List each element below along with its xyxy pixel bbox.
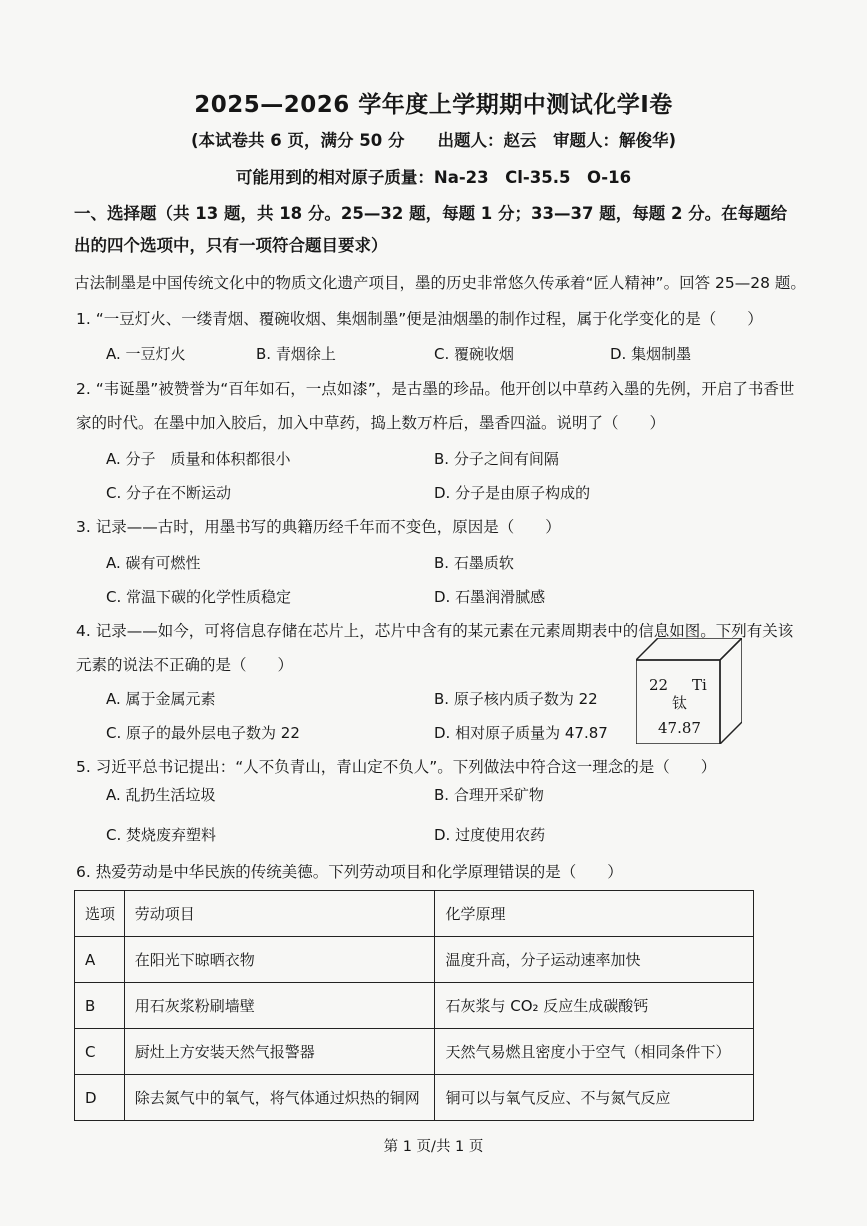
- row-chem-principle: 铜可以与氧气反应、不与氮气反应: [435, 1075, 754, 1121]
- row-labor-item: 除去氮气中的氧气，将气体通过炽热的铜网: [124, 1075, 435, 1121]
- q5-option-a: A. 乱扔生活垃圾: [106, 786, 216, 804]
- row-chem-principle: 温度升高，分子运动速率加快: [435, 937, 754, 983]
- q1-option-b: B. 青烟徐上: [256, 345, 336, 363]
- row-labor-item: 在阳光下晾晒衣物: [124, 937, 435, 983]
- question-4-stem-cont: 元素的说法不正确的是（ ）: [76, 656, 294, 674]
- q4-option-b: B. 原子核内质子数为 22: [434, 690, 598, 708]
- row-option: C: [75, 1029, 125, 1075]
- q1-option-d: D. 集烟制墨: [610, 345, 692, 363]
- q2-option-d: D. 分子是由原子构成的: [434, 484, 591, 502]
- question-5-stem: 5. 习近平总书记提出：“人不负青山，青山定不负人”。下列做法中符合这一理念的是（ ）: [76, 758, 717, 776]
- element-name: 钛: [672, 694, 688, 712]
- q4-option-a: A. 属于金属元素: [106, 690, 216, 708]
- row-chem-principle: 天然气易燃且密度小于空气（相同条件下）: [435, 1029, 754, 1075]
- question-4-stem: 4. 记录——如今，可将信息存储在芯片上，芯片中含有的某元素在元素周期表中的信息如图。下列有关该: [76, 622, 794, 640]
- atomic-masses: 可能用到的相对原子质量：Na-23 Cl-35.5 O-16: [235, 168, 632, 187]
- table-header-row: [75, 891, 754, 937]
- section-heading: 一、选择题（共 13 题，共 18 分。25—32 题，每题 1 分；33—37 题，每题 2 分。在每题给: [74, 204, 788, 223]
- section-heading-cont: 出的四个选项中，只有一项符合题目要求）: [74, 236, 388, 255]
- table-row: [75, 983, 754, 1029]
- periodic-element-cell: [636, 638, 742, 744]
- q1-option-a: A. 一豆灯火: [106, 345, 186, 363]
- q3-option-c: C. 常温下碳的化学性质稳定: [106, 588, 292, 606]
- q3-option-a: A. 碳有可燃性: [106, 554, 201, 572]
- q5-option-c: C. 焚烧废弃塑料: [106, 826, 217, 844]
- row-labor-item: 厨灶上方安装天然气报警器: [124, 1029, 435, 1075]
- element-symbol: Ti: [692, 676, 707, 694]
- question-6-stem: 6. 热爱劳动是中华民族的传统美德。下列劳动项目和化学原理错误的是（ ）: [76, 863, 623, 881]
- header-labor-item: 劳动项目: [124, 891, 435, 937]
- table-row: [75, 937, 754, 983]
- q4-option-c: C. 原子的最外层电子数为 22: [106, 724, 300, 742]
- header-option: 选项: [75, 891, 125, 937]
- question-intro: 古法制墨是中国传统文化中的物质文化遗产项目，墨的历史非常悠久传承着“匠人精神”。回答 25—28 题。: [74, 274, 806, 292]
- q1-option-c: C. 覆碗收烟: [434, 345, 515, 363]
- q2-option-b: B. 分子之间有间隔: [434, 450, 559, 468]
- exam-subtitle: (本试卷共 6 页，满分 50 分 出题人：赵云 审题人：解俊华): [190, 131, 676, 150]
- table-row: [75, 1029, 754, 1075]
- row-option: B: [75, 983, 125, 1029]
- q3-option-b: B. 石墨质软: [434, 554, 514, 572]
- q5-option-d: D. 过度使用农药: [434, 826, 546, 844]
- element-atomic-mass: 47.87: [658, 719, 701, 737]
- question-1-stem: 1. “一豆灯火、一缕青烟、覆碗收烟、集烟制墨”便是油烟墨的制作过程，属于化学变化的是（ ）: [76, 310, 763, 328]
- q2-option-c: C. 分子在不断运动: [106, 484, 232, 502]
- q2-option-a: A. 分子 质量和体积都很小: [106, 450, 291, 468]
- labor-principle-table: [74, 890, 754, 1121]
- row-option: D: [75, 1075, 125, 1121]
- table-row: [75, 1075, 754, 1121]
- q5-option-b: B. 合理开采矿物: [434, 786, 544, 804]
- element-atomic-number: 22: [649, 676, 669, 694]
- q3-option-d: D. 石墨润滑腻感: [434, 588, 546, 606]
- page-footer: 第 1 页/共 1 页: [383, 1139, 484, 1155]
- question-3-stem: 3. 记录——古时，用墨书写的典籍历经千年而不变色，原因是（ ）: [76, 518, 561, 536]
- row-chem-principle: 石灰浆与 CO₂ 反应生成碳酸钙: [435, 983, 754, 1029]
- question-2-stem-cont: 家的时代。在墨中加入胶后，加入中草药，捣上数万杵后，墨香四溢。说明了（ ）: [76, 414, 666, 432]
- q4-option-d: D. 相对原子质量为 47.87: [434, 724, 608, 742]
- row-labor-item: 用石灰浆粉刷墙壁: [124, 983, 435, 1029]
- question-2-stem: 2. “韦诞墨”被赞誉为“百年如石，一点如漆”，是古墨的珍品。他开创以中草药入墨的先例，开启了书香世: [76, 380, 795, 398]
- row-option: A: [75, 937, 125, 983]
- exam-title: 2025—2026 学年度上学期期中测试化学Ⅰ卷: [194, 92, 673, 118]
- header-chem-principle: 化学原理: [435, 891, 754, 937]
